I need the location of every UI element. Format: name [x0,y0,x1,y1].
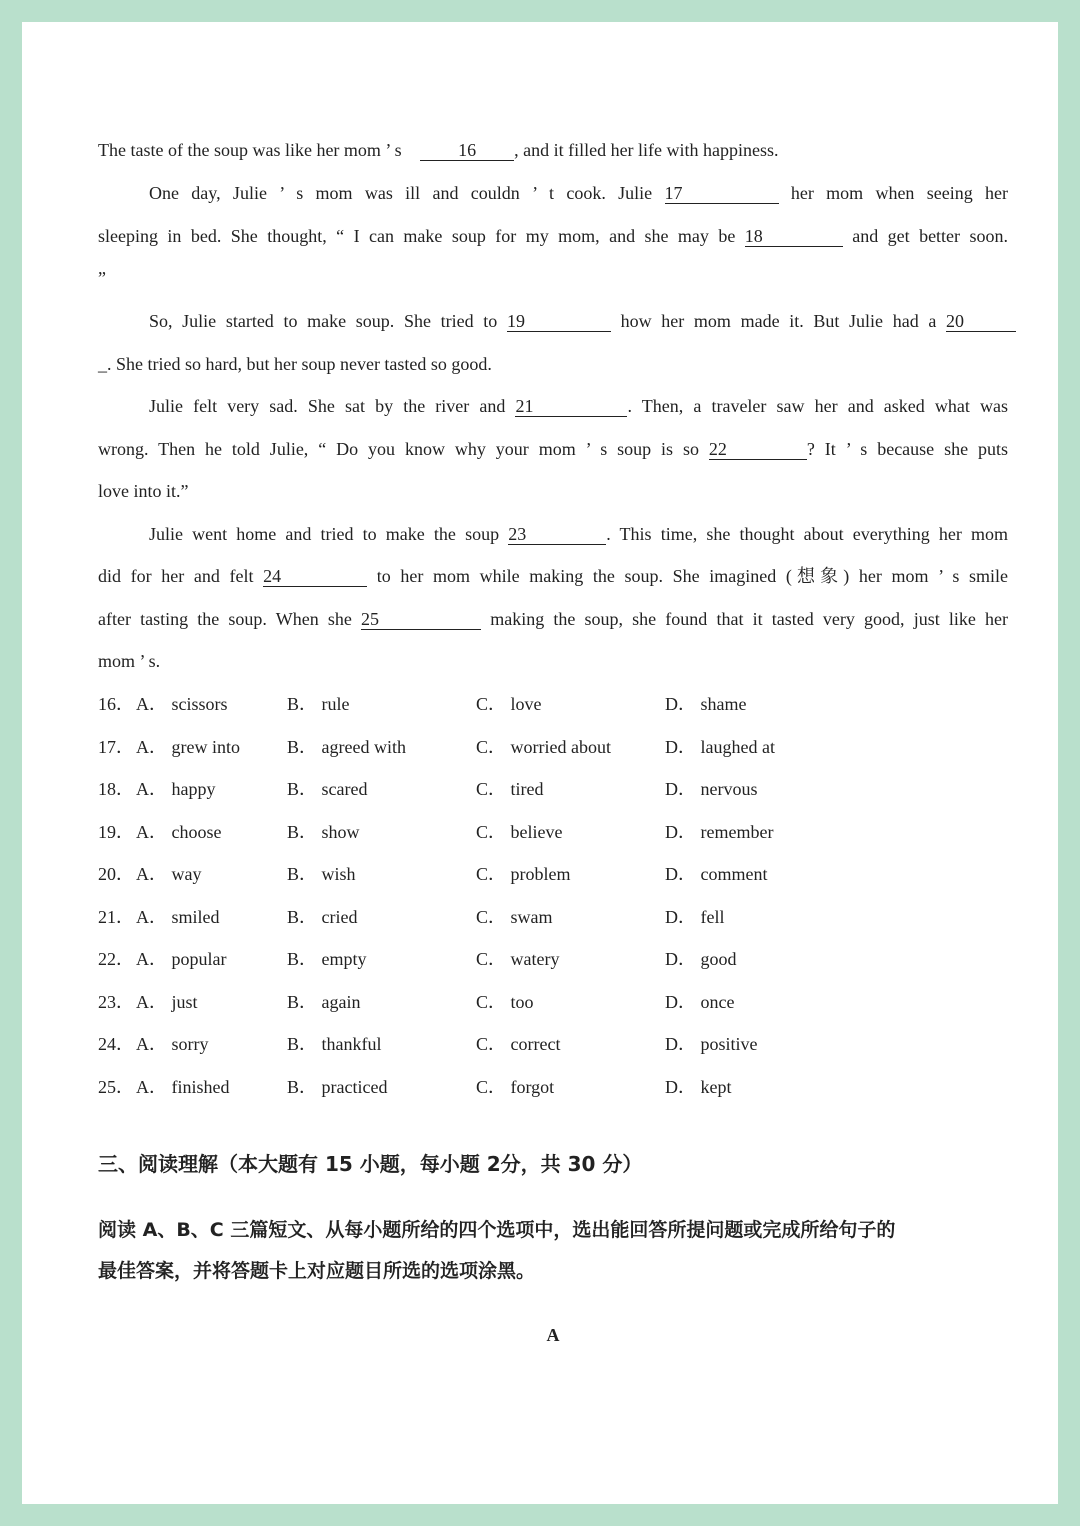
passage-line-9 [98,479,1008,503]
text: . Then, a traveler saw her and asked what was [627,396,1008,416]
option-b[interactable]: B． thankful [287,1034,382,1054]
passage-line-6 [98,352,1008,376]
blank-25: 25 [361,609,481,630]
question-number: 16． [98,694,134,714]
option-b[interactable]: B． wish [287,864,356,884]
blank-18: 18 [745,226,843,247]
question-number: 24． [98,1034,134,1054]
option-a[interactable]: A． choose [136,822,222,842]
text: making the soup, she found that it tasted very good, just like her [490,609,1008,629]
option-c[interactable]: C． swam [476,907,553,927]
section-instruction-line-1: 阅读 A、B、C 三篇短文、从每小题所给的四个选项中，选出能回答所提问题或完成所给句子的 [98,1219,896,1241]
option-b[interactable]: B． practiced [287,1077,388,1097]
option-b[interactable]: B． rule [287,694,350,714]
text: So, Julie started to make soup. She tried to [149,311,498,331]
part-label: A [546,1325,560,1345]
option-c[interactable]: C． love [476,694,542,714]
passage-line-11 [98,564,1008,588]
option-b[interactable]: B． cried [287,907,358,927]
question-row [98,692,1008,716]
text: mom ’ s. [98,651,161,671]
text: Julie went home and tried to make the soup [149,524,500,544]
option-c[interactable]: C． problem [476,864,571,884]
option-c[interactable]: C． worried about [476,737,611,757]
question-number: 22． [98,949,134,969]
text: . This time, she thought about everything her mom [606,524,1008,544]
text: did for her and felt [98,566,254,586]
text: her mom when seeing her [790,183,1009,203]
question-row [98,820,1008,844]
passage-line-10 [98,522,1008,546]
option-c[interactable]: C． correct [476,1034,561,1054]
option-d[interactable]: D． comment [665,864,768,884]
question-number: 21． [98,907,134,927]
text: ? It ’ s because she puts [806,439,1008,459]
option-d[interactable]: D． once [665,992,735,1012]
option-d[interactable]: D． shame [665,694,747,714]
option-a[interactable]: A． popular [136,949,227,969]
document-page [22,22,1058,1504]
option-a[interactable]: A． finished [136,1077,230,1097]
option-b[interactable]: B． agreed with [287,737,406,757]
text: and get better soon. [852,226,1008,246]
option-a[interactable]: A． sorry [136,1034,209,1054]
question-row [98,947,1008,971]
blank-16: 16 [420,140,514,161]
option-b[interactable]: B． empty [287,949,367,969]
text: how her mom made it. But Julie had a [620,311,937,331]
passage-line-8 [98,437,1008,461]
section-instruction-line-2: 最佳答案，并将答题卡上对应题目所选的选项涂黑。 [98,1260,536,1282]
option-a[interactable]: A． just [136,992,198,1012]
option-b[interactable]: B． show [287,822,360,842]
question-row [98,905,1008,929]
question-row [98,990,1008,1014]
passage-line-2 [98,181,1008,205]
passage-line-12 [98,607,1008,631]
option-d[interactable]: D． fell [665,907,725,927]
question-number: 17． [98,737,134,757]
question-row [98,1075,1008,1099]
blank-19: 19 [507,311,611,332]
option-a[interactable]: A． smiled [136,907,220,927]
text: One day, Julie ’ s mom was ill and couldn ’ t cook. Julie [149,183,653,203]
text: sleeping in bed. She thought, “ I can make soup for my mom, and she may be [98,226,736,246]
question-row [98,1032,1008,1056]
option-d[interactable]: D． good [665,949,737,969]
text: _. She tried so hard, but her soup never tasted so good. [98,354,492,374]
option-a[interactable]: A． way [136,864,202,884]
section-heading: 三、阅读理解（本大题有 15 小题，每小题 2分，共 30 分） [98,1152,643,1176]
passage-line-13 [98,649,1008,673]
option-d[interactable]: D． laughed at [665,737,775,757]
question-number: 20． [98,864,134,884]
option-a[interactable]: A． grew into [136,737,240,757]
text: The taste of the soup was like her mom ’ s [98,140,402,160]
option-c[interactable]: C． tired [476,779,544,799]
question-number: 23． [98,992,134,1012]
question-row [98,862,1008,886]
text: to her mom while making the soup. She imagined (想象) her mom ’ s smile [376,566,1009,586]
question-row [98,735,1008,759]
blank-23: 23 [508,524,606,545]
option-a[interactable]: A． scissors [136,694,228,714]
option-c[interactable]: C． forgot [476,1077,555,1097]
option-d[interactable]: D． remember [665,822,774,842]
passage-line-1 [98,138,1008,162]
blank-21: 21 [515,396,627,417]
text: Julie felt very sad. She sat by the river and [149,396,506,416]
option-c[interactable]: C． too [476,992,534,1012]
text: love into it.” [98,481,189,501]
option-b[interactable]: B． scared [287,779,368,799]
blank-22: 22 [709,439,807,460]
option-a[interactable]: A． happy [136,779,216,799]
option-c[interactable]: C． believe [476,822,563,842]
question-row [98,777,1008,801]
option-b[interactable]: B． again [287,992,361,1012]
passage-line-7 [98,394,1008,418]
text: after tasting the soup. When she [98,609,352,629]
text: ” [98,268,106,288]
blank-17: 17 [665,183,779,204]
passage-line-4 [98,266,1008,290]
blank-24: 24 [263,566,367,587]
question-number: 19． [98,822,134,842]
passage-line-3 [98,224,1008,248]
question-number: 18． [98,779,134,799]
text: wrong. Then he told Julie, “ Do you know why your mom ’ s soup is so [98,439,699,459]
option-d[interactable]: D． nervous [665,779,758,799]
passage-line-5 [98,309,1016,333]
option-d[interactable]: D． positive [665,1034,758,1054]
option-d[interactable]: D． kept [665,1077,732,1097]
question-number: 25． [98,1077,134,1097]
option-c[interactable]: C． watery [476,949,560,969]
text: , and it filled her life with happiness. [514,140,779,160]
blank-20: 20 [946,311,1016,332]
